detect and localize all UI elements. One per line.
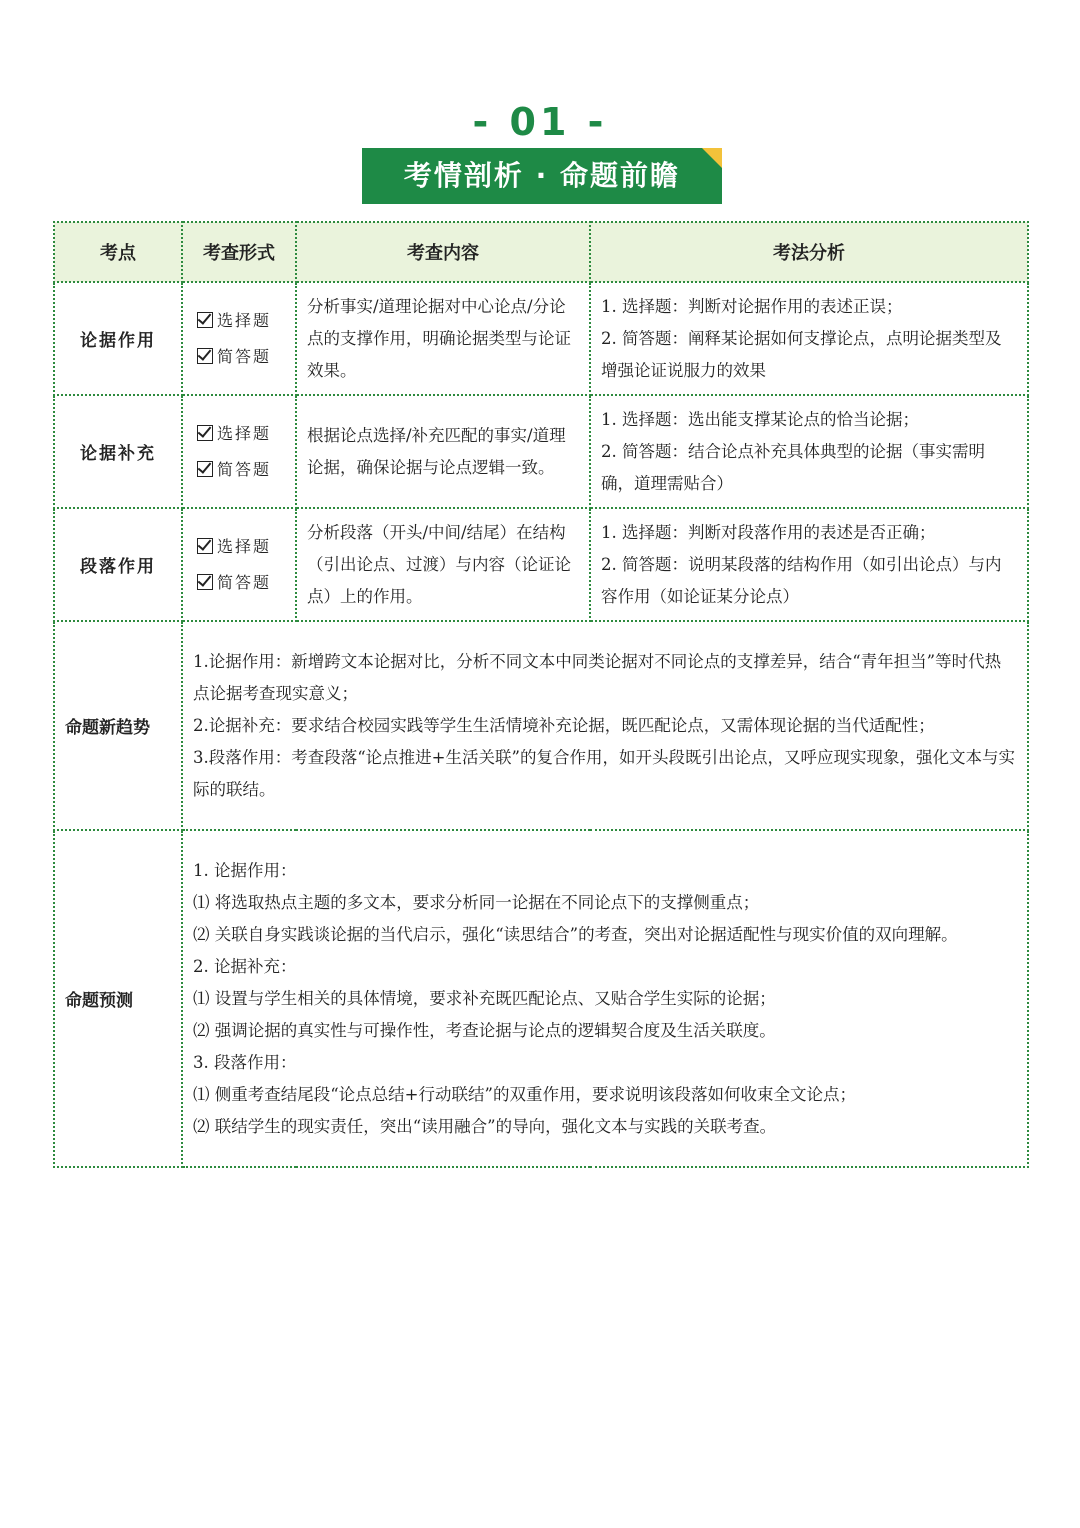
analysis-line: 2. 简答题：结合论点补充具体典型的论据（事实需明确，道理需贴合） [601,441,985,493]
header-cell: 考法分析 [590,222,1028,282]
forecast-item: 3. 段落作用： [193,1052,297,1072]
banner-corner-decoration [702,148,722,168]
trend-item: 1.论据作用：新增跨文本论据对比，分析不同文本中同类论据对不同论点的支撑差异，结合“青年担当”等时代热点论据考查现实意义； [193,651,1002,703]
forecast-item: 2. 论据补充： [193,956,297,976]
analysis-cell [590,282,1028,395]
analysis-cell [590,508,1028,621]
analysis-line: 2. 简答题：阐释某论据如何支撑论点，点明论据类型及增强论证说服力的效果 [601,328,1002,380]
table-header-row [54,222,1028,282]
forecast-item: ⑵ 关联自身实践谈论据的当代启示，强化“读思结合”的考查，突出对论据适配性与现实价值的双向理解。 [193,924,958,944]
trend-label: 命题新趋势 [54,621,182,830]
exam-analysis-table [53,221,1029,1168]
checkbox-checked-icon [197,348,213,364]
forecast-item: ⑵ 强调论据的真实性与可操作性，考查论据与论点的逻辑契合度及生活关联度。 [193,1020,776,1040]
forecast-item: ⑴ 侧重考查结尾段“论点总结+行动联结”的双重作用，要求说明该段落如何收束全文论点； [193,1084,856,1104]
checkbox-checked-icon [197,461,213,477]
analysis-line: 1. 选择题：判断对段落作用的表述是否正确； [601,522,936,542]
topic-cell: 论据补充 [54,395,182,508]
section-number: - 01 - [472,100,608,144]
form-item: 选择题 [197,303,294,339]
analysis-line: 2. 简答题：说明某段落的结构作用（如引出论点）与内容作用（如论证某分论点） [601,554,1002,606]
topic-cell: 论据作用 [54,282,182,395]
forecast-item: ⑴ 将选取热点主题的多文本，要求分析同一论据在不同论点下的支撑侧重点； [193,892,760,912]
banner-title: 考情剖析 · 命题前瞻 [403,159,681,192]
analysis-line: 1. 选择题：选出能支撑某论点的恰当论据； [601,409,919,429]
checkbox-checked-icon [197,425,213,441]
form-item: 简答题 [197,339,294,375]
forms-cell [182,395,296,508]
topic-cell: 段落作用 [54,508,182,621]
analysis-cell [590,395,1028,508]
form-item: 选择题 [197,416,294,452]
header-cell: 考点 [54,222,182,282]
forecast-item: ⑵ 联结学生的现实责任，突出“读用融合”的导向，强化文本与实践的关联考查。 [193,1116,777,1136]
forms-cell [182,508,296,621]
forecast-item: ⑴ 设置与学生相关的具体情境，要求补充既匹配论点、又贴合学生实际的论据； [193,988,776,1008]
trend-content [182,621,1028,830]
content-cell: 根据论点选择/补充匹配的事实/道理论据，确保论据与论点逻辑一致。 [296,395,590,508]
form-item: 选择题 [197,529,294,565]
trend-row [54,621,1028,830]
table-row [54,395,1028,508]
table-row [54,282,1028,395]
form-item: 简答题 [197,452,294,488]
form-item: 简答题 [197,565,294,601]
trend-item: 2.论据补充：要求结合校园实践等学生生活情境补充论据，既匹配论点，又需体现论据的当代适配性； [193,715,935,735]
forecast-item: 1. 论据作用： [193,860,297,880]
checkbox-checked-icon [197,574,213,590]
header-cell: 考查内容 [296,222,590,282]
forecast-content [182,830,1028,1167]
forecast-row [54,830,1028,1167]
checkbox-checked-icon [197,312,213,328]
forecast-label: 命题预测 [54,830,182,1167]
checkbox-checked-icon [197,538,213,554]
trend-item: 3.段落作用：考查段落“论点推进+生活关联”的复合作用，如开头段既引出论点，又呼应现实现象，强化文本与实际的联结。 [193,747,1015,799]
header-cell: 考查形式 [182,222,296,282]
content-cell: 分析事实/道理论据对中心论点/分论点的支撑作用，明确论据类型与论证效果。 [296,282,590,395]
content-cell: 分析段落（开头/中间/结尾）在结构（引出论点、过渡）与内容（论证论点）上的作用。 [296,508,590,621]
section-banner [362,148,722,204]
forms-cell [182,282,296,395]
table-row [54,508,1028,621]
analysis-line: 1. 选择题：判断对论据作用的表述正误； [601,296,903,316]
